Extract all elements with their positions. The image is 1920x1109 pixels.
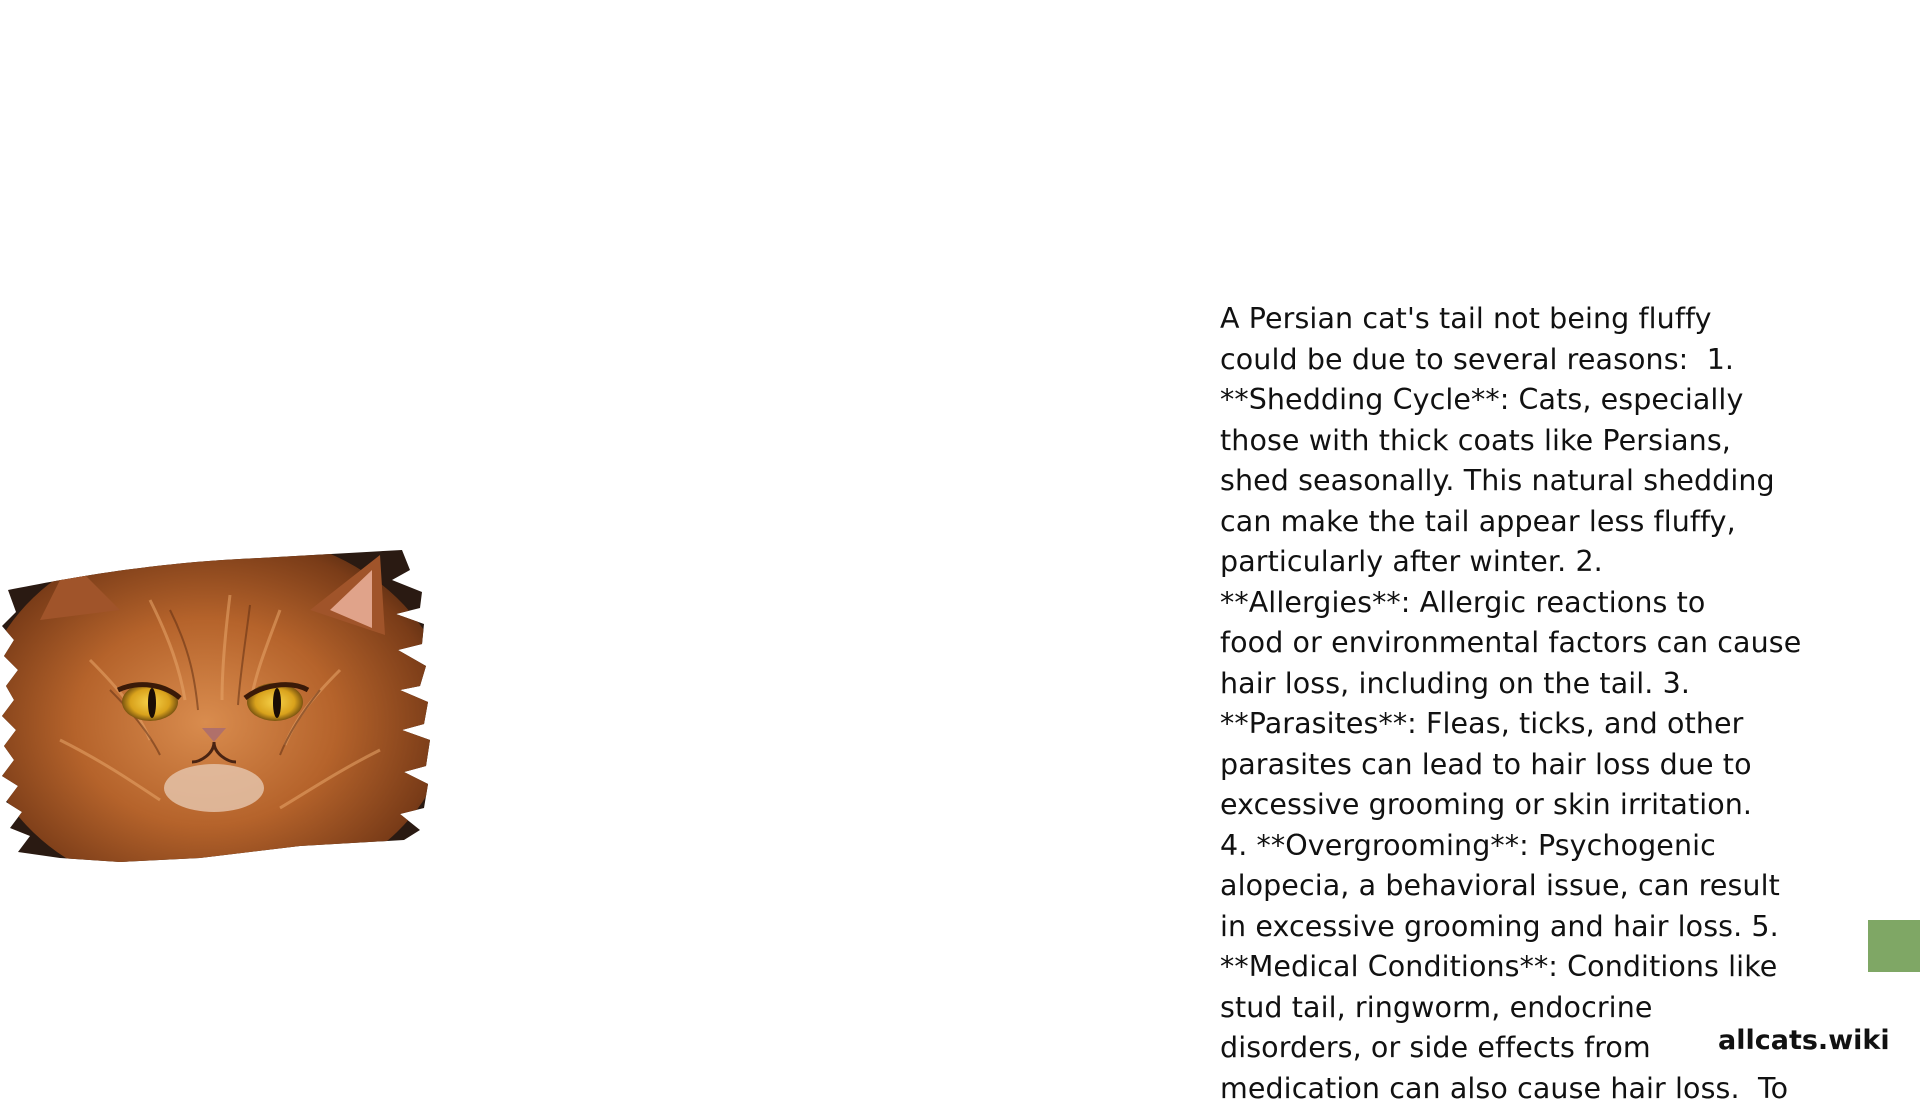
text-line: particularly after winter. 2. [1220,542,1840,583]
text-line: disorders, or side effects from [1220,1028,1840,1069]
text-line: **Medical Conditions**: Conditions like [1220,947,1840,988]
text-line: parasites can lead to hair loss due to [1220,745,1840,786]
site-watermark: allcats.wiki [1718,1025,1890,1056]
accent-square [1868,920,1920,972]
text-line: 4. **Overgrooming**: Psychogenic [1220,826,1840,867]
text-line: **Shedding Cycle**: Cats, especially [1220,380,1840,421]
text-line: can make the tail appear less fluffy, [1220,502,1840,543]
text-line: stud tail, ringworm, endocrine [1220,988,1840,1029]
article-text [1220,299,1840,1080]
text-line: could be due to several reasons: 1. [1220,340,1840,381]
text-line: **Allergies**: Allergic reactions to [1220,583,1840,624]
persian-cat-image [0,540,440,870]
text-line: alopecia, a behavioral issue, can result [1220,866,1840,907]
text-line: food or environmental factors can cause [1220,623,1840,664]
text-line: those with thick coats like Persians, [1220,421,1840,462]
text-line: excessive grooming or skin irritation. [1220,785,1840,826]
text-line: medication can also cause hair loss. To [1220,1069,1840,1109]
text-line: A Persian cat's tail not being fluffy [1220,299,1840,340]
text-line: shed seasonally. This natural shedding [1220,461,1840,502]
text-line: hair loss, including on the tail. 3. [1220,664,1840,705]
text-line: **Parasites**: Fleas, ticks, and other [1220,704,1840,745]
text-line: in excessive grooming and hair loss. 5. [1220,907,1840,948]
